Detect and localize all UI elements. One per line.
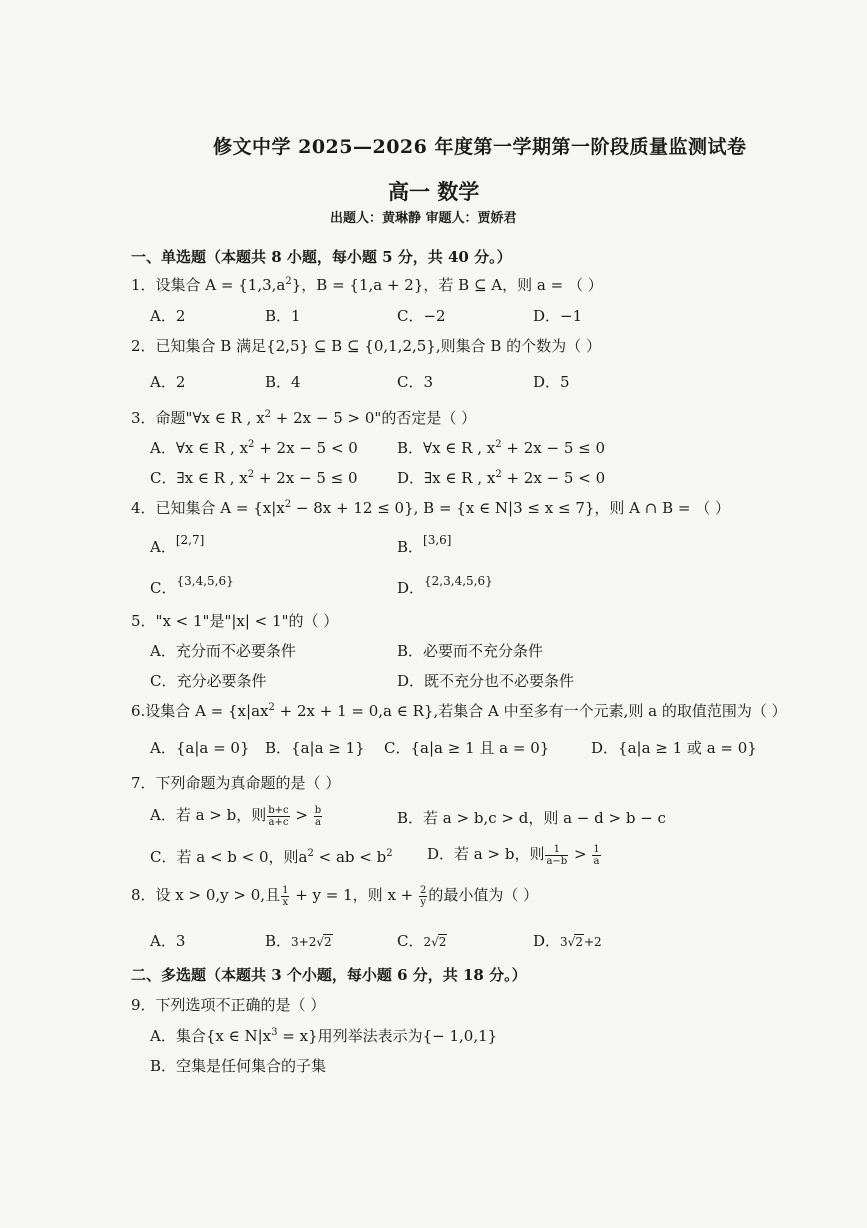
question-6-option-c: C．{a|a ≥ 1 且 a = 0} [384,739,550,757]
question-3-option-b: B．∀x ∈ R , $x^2 + 2x - 5 \le 0$ [397,439,606,457]
question-8-option-d: D．3√2+2 [533,932,602,950]
question-5-stem: 5．"x < 1"是"|x| < 1"的（ ） [131,612,339,630]
question-1-option-b: B．1 [265,307,301,325]
exam-title: 修文中学 2025—2026 年度第一学期第一阶段质量监测试卷 [213,136,747,158]
question-4-option-d: D．$^{\{2,3,4,5,6\}}$ [397,574,493,597]
question-8-option-a: A．3 [150,932,186,950]
question-4-option-b: B．[3,6] [397,533,452,556]
question-2-option-a: A．2 [150,373,186,391]
authors-line: 出题人：黄琳静 审题人：贾娇君 [330,211,517,226]
question-9-option-b: B．空集是任何集合的子集 [150,1057,327,1075]
question-4-option-a: A．[2,7] [150,533,205,556]
question-2-stem: 2．已知集合 B 满足{2,5} ⊆ B ⊆ {0,1,2,5},则集合 B 的个数为（ ） [131,337,601,355]
question-3-option-a: A．∀x ∈ R , $x^2 + 2x - 5 < 0$ [150,439,358,457]
question-5-option-d: D．既不充分也不必要条件 [397,672,575,690]
question-1-option-a: A．2 [150,307,186,325]
question-8-stem: 8．设 x > 0,y > 0,且 $\frac{1}{x}$ + y = 1，则 x + $\frac{2}{y}$ 的最小值为（ ） [131,884,539,908]
question-7-option-a: A．若 a > b，则 $\frac{b+c}{a+c}$ > $\frac{b}{a}$ [150,804,322,828]
question-6-stem: 6.设集合 $A = \{x|ax^2 + 2x + 1 = 0,a$ ∈ R},若集合 A 中至多有一个元素,则 a 的取值范围为（ ） [131,702,787,720]
question-8-option-b: B．3+2√2 [265,932,332,950]
question-6-option-d: D．{a|a ≥ 1 或 a = 0} [591,739,757,757]
question-3-option-c: C．∃x ∈ R , $x^2 + 2x - 5 \le 0$ [150,469,358,487]
question-8-option-c: C．2√2 [397,932,447,950]
question-7-option-b: B．若 a > b,c > d，则 a − d > b − c [397,809,666,827]
question-3-option-d: D．∃x ∈ R , $x^2 + 2x - 5 < 0$ [397,469,606,487]
subject-title: 高一 数学 [388,179,480,204]
question-7-option-d: D．若 a > b，则 $\frac{1}{a-b}$ > $\frac{1}{a}$ [427,843,600,867]
section-heading-single-choice: 一、单选题（本题共 8 小题，每小题 5 分，共 40 分。） [131,248,512,266]
question-5-option-b: B．必要而不充分条件 [397,642,544,660]
question-2-option-c: C．3 [397,373,434,391]
question-9-option-a: A．集合{x ∈ $N|x^3 = x$}用列举法表示为{− 1,0,1} [150,1027,498,1045]
question-7-option-c: C．若 a < b < 0，则$a^2$ < ab < $b^2$ [150,848,393,866]
question-2-option-d: D．5 [533,373,570,391]
section-heading-multiple-choice: 二、多选题（本题共 3 个小题，每小题 6 分，共 18 分。） [131,966,527,984]
question-4-stem: 4．已知集合 $A = \{x|x^2 - 8x + 12 \le 0\}$, B = {x ∈ N|3 ≤ x ≤ 7}，则 A ∩ B = （ ） [131,499,731,517]
question-7-stem: 7．下列命题为真命题的是（ ） [131,774,341,792]
question-5-option-c: C．充分必要条件 [150,672,267,690]
question-5-option-a: A．充分而不必要条件 [150,642,296,660]
question-1-option-c: C．−2 [397,307,446,325]
question-2-option-b: B．4 [265,373,301,391]
question-6-option-a: A．{a|a = 0} [150,739,250,757]
question-3-stem: 3．命题"∀x ∈ R , $x^2 + 2x - 5 > 0$"的否定是（ ） [131,409,477,427]
question-6-option-b: B．{a|a ≥ 1} [265,739,365,757]
question-1-stem: 1．设集合 $A = \{1,3,a^2\}$，B = {1,a + 2}，若 B ⊆ A，则 a = （ ） [131,276,603,294]
question-4-option-c: C．$^{\{3,4,5,6\}}$ [150,574,234,597]
question-1-option-d: D．−1 [533,307,583,325]
question-9-stem: 9．下列选项不正确的是（ ） [131,996,326,1014]
